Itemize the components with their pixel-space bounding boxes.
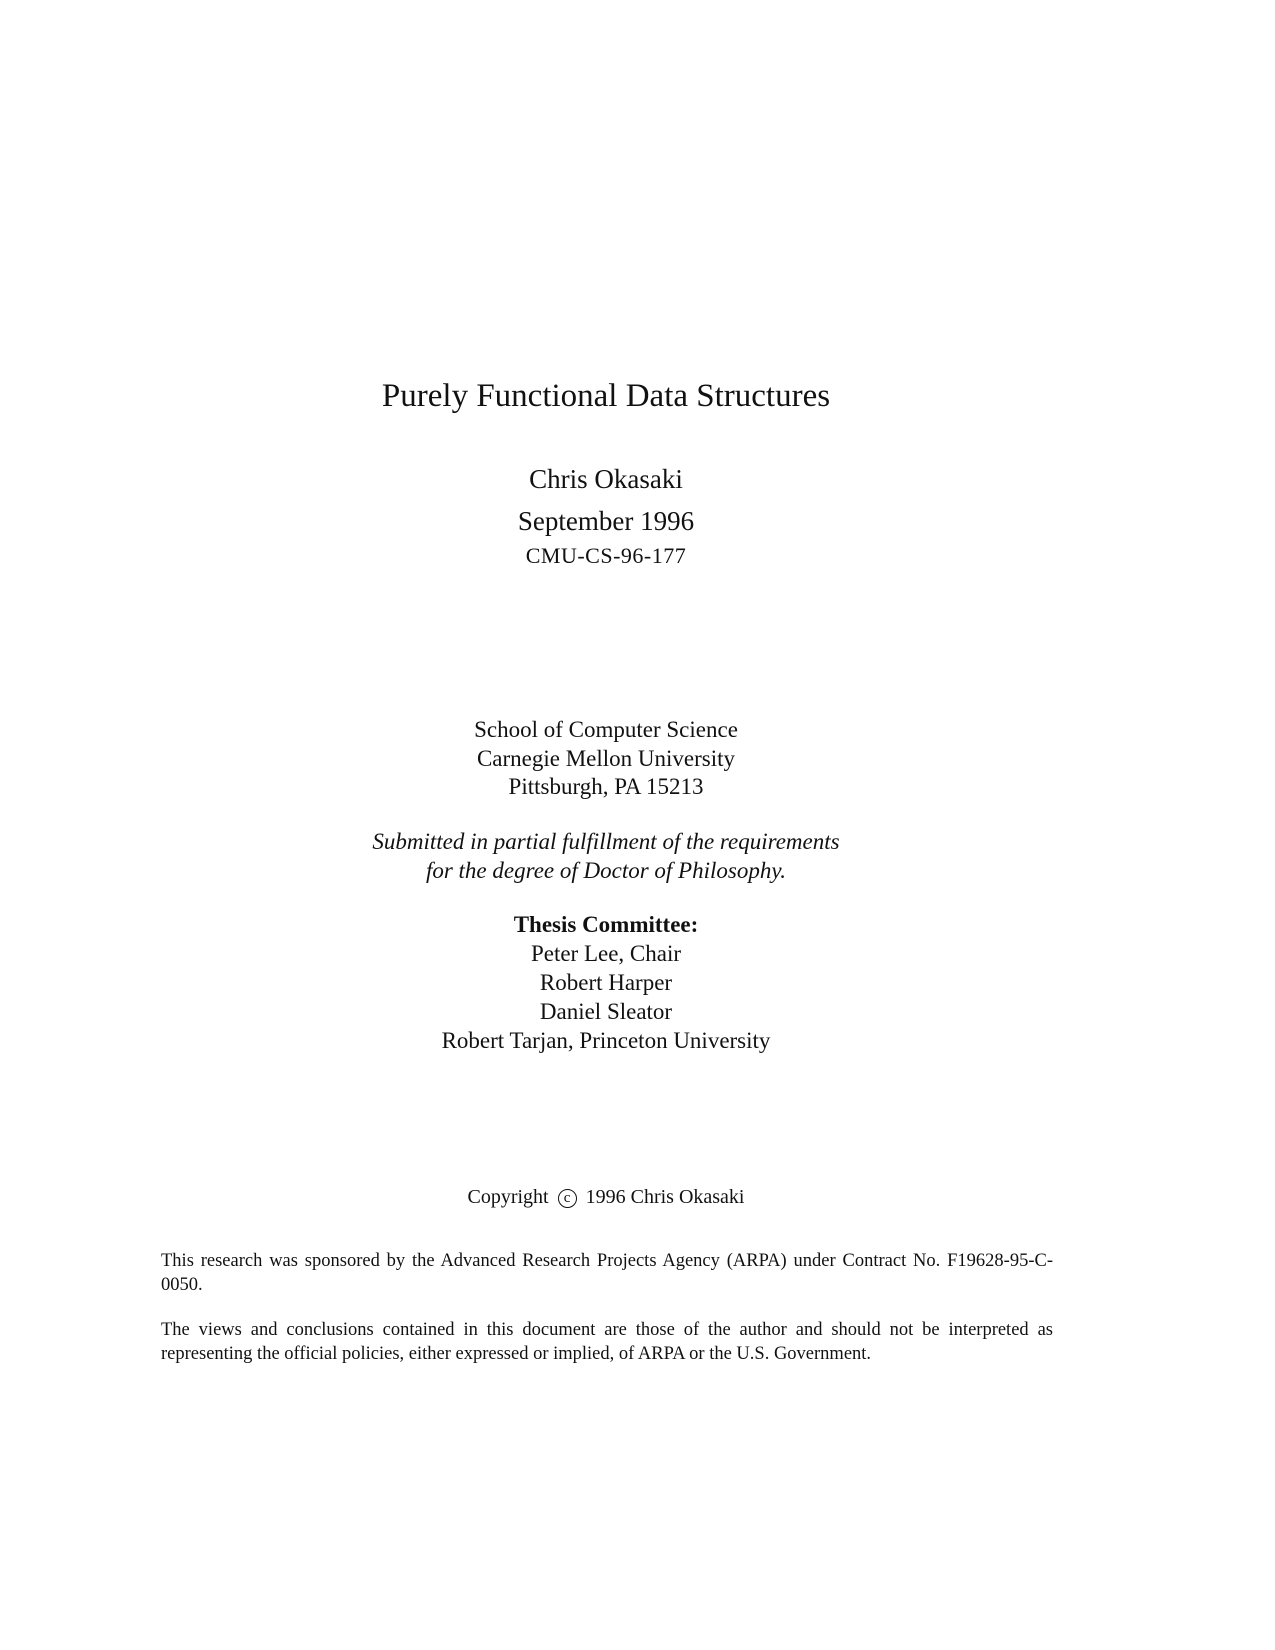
submission-line: for the degree of Doctor of Philosophy.	[425, 857, 787, 883]
disclaimer-note: The views and conclusions contained in this document are those of the author and should not be interpreted as representing the official policies, either expressed or implied, of ARPA or the U.S. Government.	[161, 1320, 1053, 1364]
document-title: Purely Functional Data Structures	[381, 378, 831, 414]
submission-statement	[0, 828, 1212, 885]
copyright-notice	[0, 1186, 1212, 1209]
publication-date: September 1996	[517, 506, 695, 536]
address-line: School of Computer Science	[474, 717, 738, 742]
copyright-prefix: Copyright	[467, 1186, 549, 1208]
thesis-committee	[0, 910, 1212, 1055]
copyright-suffix: 1996 Chris Okasaki	[585, 1186, 745, 1208]
address-line: Pittsburgh, PA 15213	[508, 774, 704, 799]
institution-address	[0, 716, 1212, 802]
committee-member: Peter Lee, Chair	[530, 941, 682, 966]
copyright-icon: c	[558, 1189, 577, 1208]
committee-member: Daniel Sleator	[539, 999, 673, 1024]
committee-heading: Thesis Committee:	[513, 912, 699, 937]
sponsorship-note: This research was sponsored by the Advanced Research Projects Agency (ARPA) under Contract No. F19628-95-C-0050.	[161, 1251, 1053, 1295]
committee-member: Robert Tarjan, Princeton University	[441, 1028, 771, 1053]
author-name: Chris Okasaki	[529, 464, 683, 494]
committee-member: Robert Harper	[539, 970, 673, 995]
address-line: Carnegie Mellon University	[476, 745, 736, 771]
submission-line: Submitted in partial fulfillment of the requirements	[372, 829, 840, 854]
report-number: CMU-CS-96-177	[525, 543, 687, 568]
